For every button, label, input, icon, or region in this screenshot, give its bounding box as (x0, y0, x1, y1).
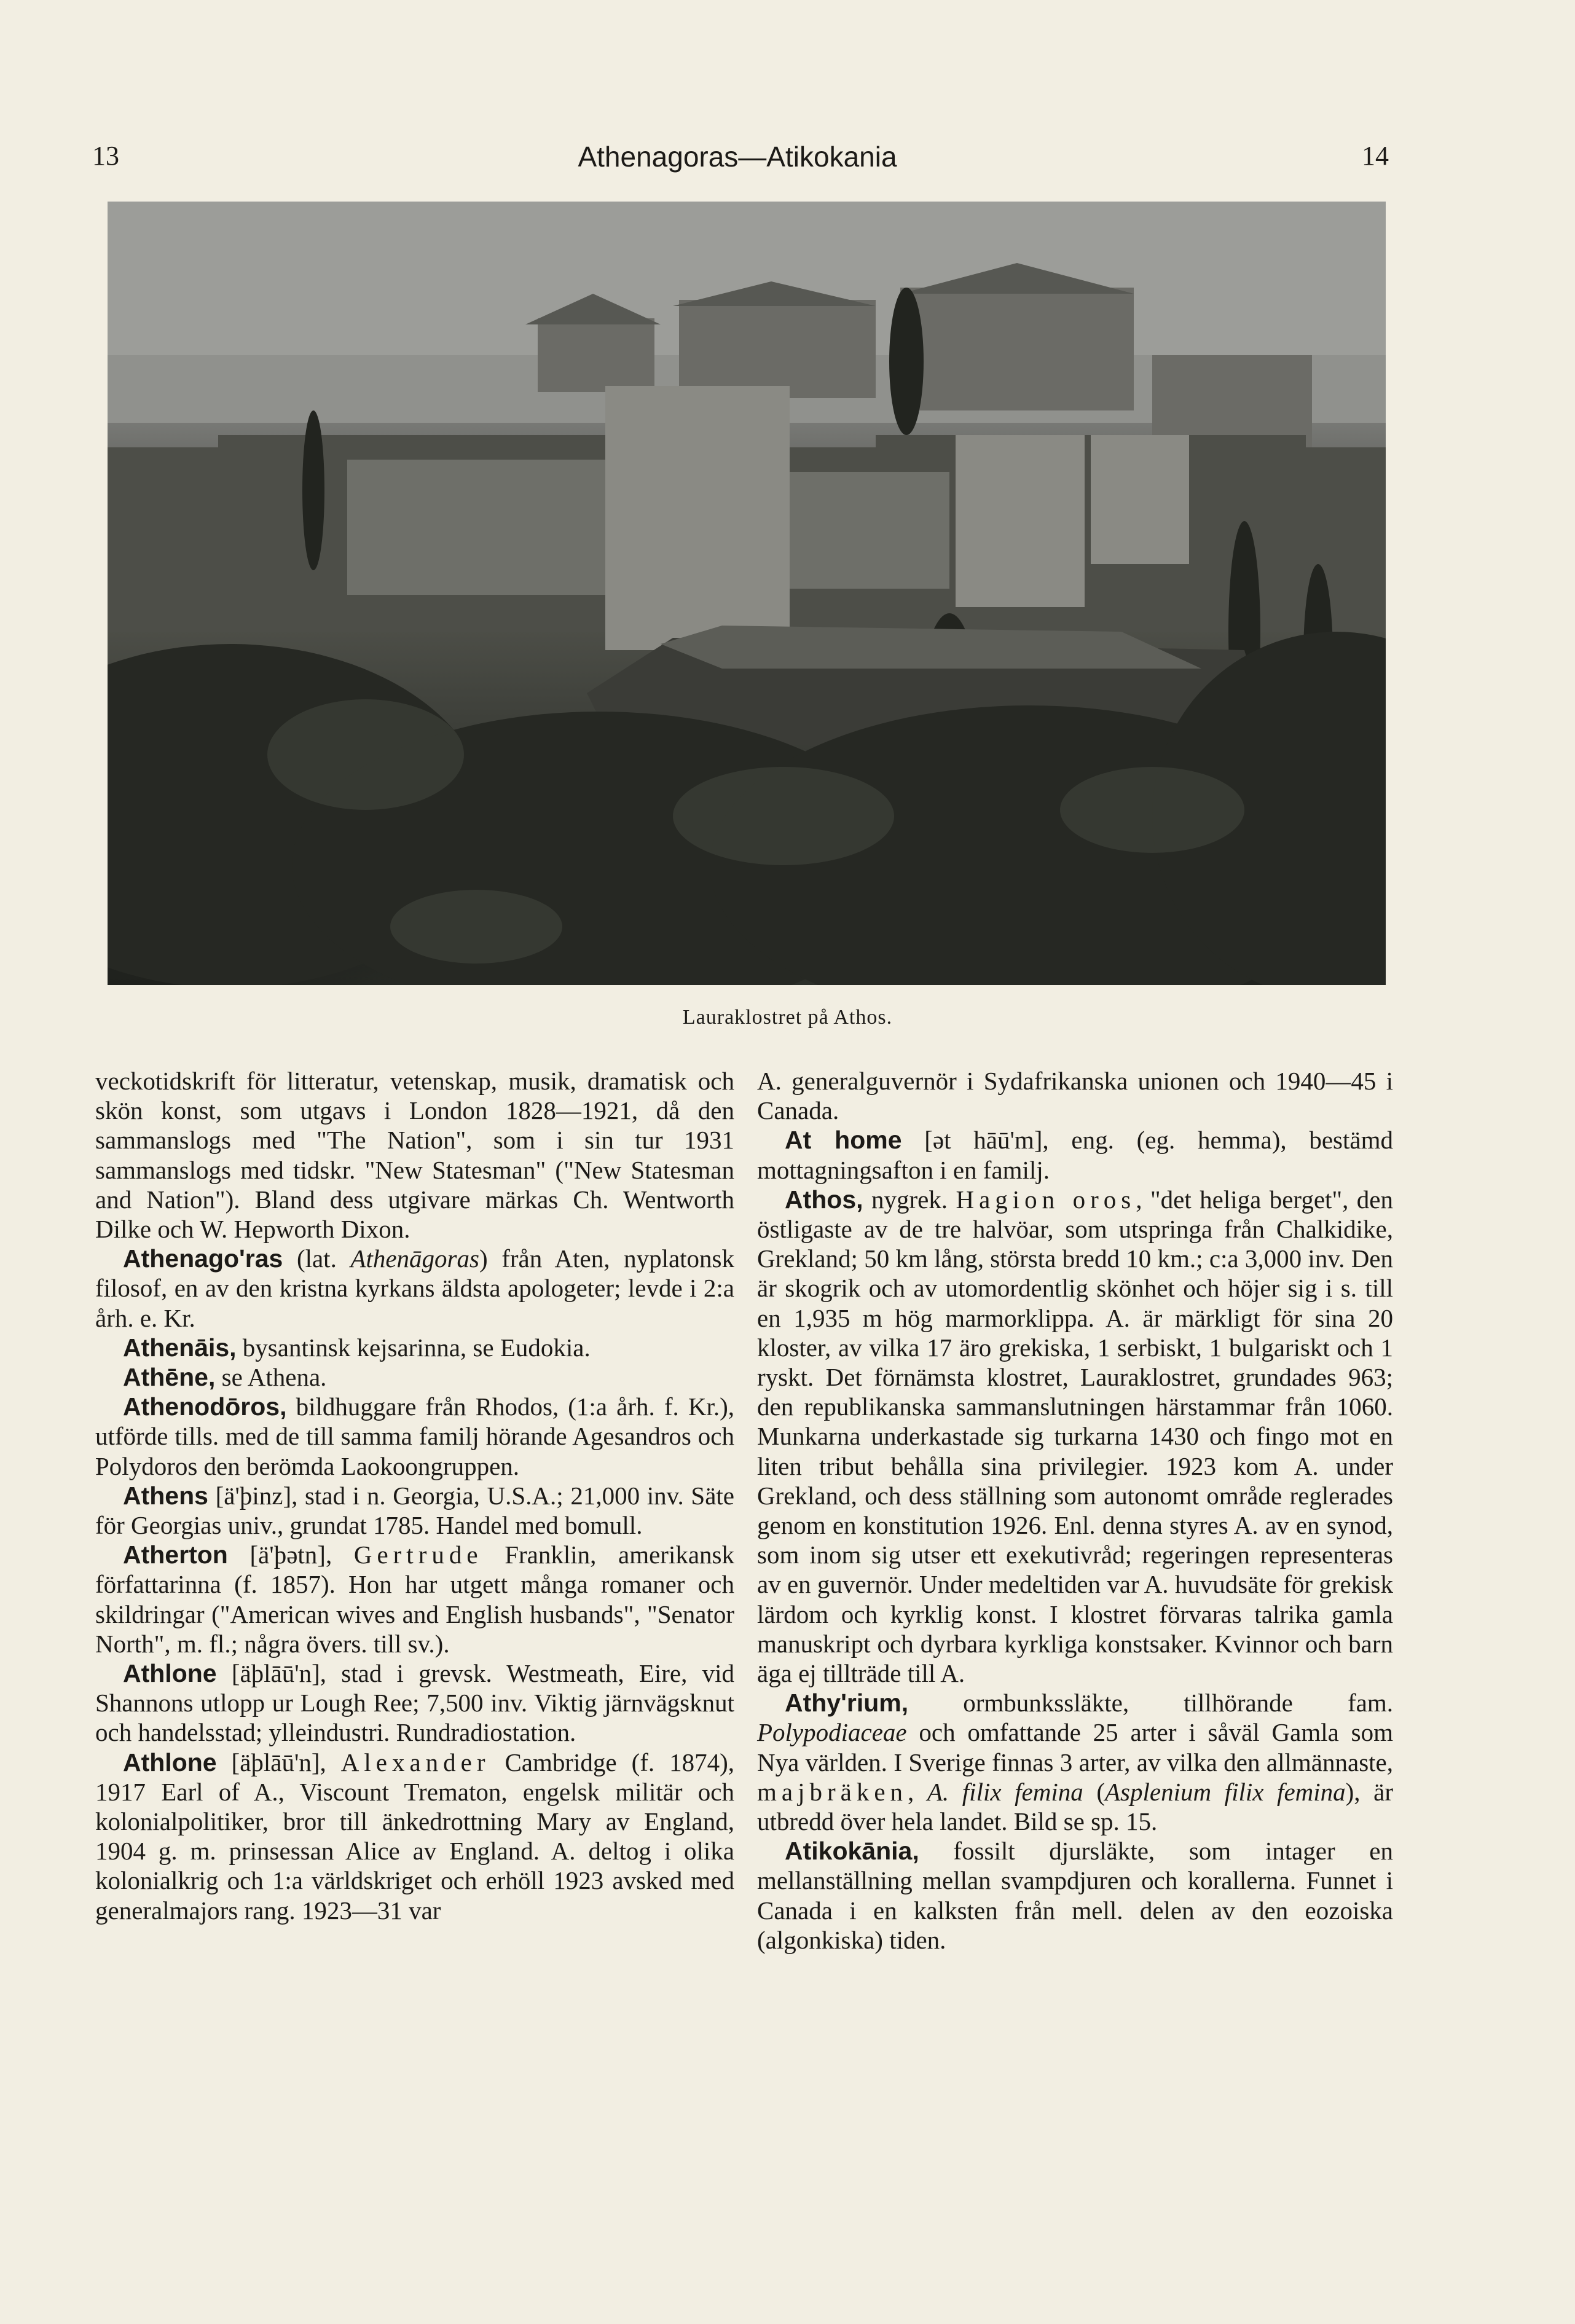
entry-atikokania: Atikokānia, fossilt djursläkte, som intager en mellanställning mellan svampdjuren och korallerna. Funnet i Canada i en kalksten från mell. delen av den eozoiska (algonkiska) tiden. (757, 1837, 1393, 1954)
entry-athene: Athēne, se Athena. (123, 1363, 327, 1392)
entry-athlone-earl: Athlone [äþlāū'n], Alexander Cambridge (f. 1874), 1917 Earl of A., Viscount Trematon, engelsk militär och kolonialpolitiker, bror till änkedrottning Mary av England, 1904 g. m. prinsessan Alice av England. A. deltog i olika kolonialkrig och 1:a världskriget och erhöll 1923 avsked med generalmajors rang. 1923—31 var (95, 1748, 735, 1925)
headword: Athens (123, 1481, 208, 1510)
headword: At home (785, 1126, 902, 1155)
left-column (95, 1066, 734, 1925)
headword: Athēne, (123, 1363, 216, 1392)
entry-continuation: veckotidskrift för litteratur, vetenskap, musik, dramatisk och skön konst, som utgavs i London 1828—1921, då den sammanslogs med "The Nation", som i sin tur 1931 sammanslogs med tidskr. "New Statesman" ("New Statesman and Nation"). Bland dess utgivare märkas Ch. Wentworth Dilke och W. Hepworth Dixon. (95, 1067, 734, 1244)
entry-at-home: At home [ət hāū'm], eng. (eg. hemma), bestämd mottagningsafton i en familj. (757, 1126, 1393, 1184)
entry-athenagoras: Athenago'ras (lat. Athenāgoras) från Aten, nyplatonsk filosof, en av den kristna kyrkans äldsta apologeter; levde i 2:a årh. e. Kr. (95, 1244, 735, 1332)
headword: Athlone (123, 1748, 217, 1776)
headword: Athenago'ras (123, 1244, 283, 1273)
entry-athenodoros: Athenodōros, bildhuggare från Rhodos, (1:a årh. f. Kr.), utförde tills. med de till samma familj hörande Agesandros och Polydoros den berömda Laokoongruppen. (95, 1392, 734, 1480)
headword: Athenāis, (123, 1333, 237, 1362)
headword: Atikokānia, (785, 1837, 919, 1866)
entry-continuation: A. generalguvernör i Sydafrikanska unionen och 1940—45 i Canada. (757, 1067, 1393, 1125)
right-column (757, 1066, 1393, 1955)
headword: Athos, (785, 1185, 863, 1214)
entry-athyrium: Athy'rium, ormbunkssläkte, tillhörande fam. Polypodiaceae och omfattande 25 arter i såväl Gamla som Nya världen. I Sverige finnas 3 arter, av vilka den allmännaste, majbräken, A. filix femina (Asplenium filix femina), är utbredd över hela landet. Bild se sp. 15. (757, 1689, 1393, 1836)
entry-athos: Athos, nygrek. Hagion oros, "det heliga berget", den östligaste av de tre halvöar, som utspringa från Chalkidike, Grekland; 50 km lång, största bredd 10 km.; c:a 3,000 inv. Den är skogrik och av utomordentlig skönhet och höjer sig i s. till en 1,935 m hög marmorklippa. A. är märkligt för sina 20 kloster, av vilka 17 äro grekiska, 1 serbiskt, 1 bulgariskt och 1 ryskt. Det förnämsta klostret, Lauraklostret, grundades 963; den republikanska sammanslutningen härstammar från 1060. Munkarna underkastade sig turkarna 1430 och fingo mot en liten tribut behålla sina privilegier. 1923 kom A. under Grekland, och dess ställning som autonomt område reglerades genom en konstitution 1926. Enl. denna styres A. av en synod, som inom sig utser ett exekutivråd; regeringen representeras av en guvernör. Under medeltiden var A. huvudsäte för grekisk lärdom och kyrklig konst. I klostret förvaras talrika gamla manuskript och dyrbara kyrkliga konstsaker. Kvinnor och barn äga ej tillträde till A. (757, 1185, 1394, 1688)
entry-athens: Athens [ä'þinz], stad i n. Georgia, U.S.A.; 21,000 inv. Säte för Georgias univ., grundat 1785. Handel med bomull. (95, 1481, 734, 1540)
headword: Atherton (123, 1541, 228, 1569)
page-number-right: 14 (1362, 141, 1389, 171)
running-title: Athenagoras—Atikokania (578, 141, 897, 173)
headword: Athlone (123, 1659, 217, 1688)
photo-caption: Lauraklostret på Athos. (682, 1006, 893, 1029)
headword: Athenodōros, (123, 1392, 287, 1421)
entry-athenais: Athenāis, bysantinsk kejsarinna, se Eudokia. (123, 1333, 591, 1362)
entry-atherton: Atherton [ä'þətn], Gertrude Franklin, amerikansk författarinna (f. 1857). Hon har utgett många romaner och skildringar ("American wives and English husbands", "Senator North", m. fl.; några övers. till sv.). (95, 1541, 735, 1658)
page-number-left: 13 (92, 141, 119, 171)
page-header (86, 140, 1389, 183)
photo-illustration (108, 202, 1386, 985)
monastery-photo (108, 202, 1386, 985)
headword: Athy'rium, (785, 1689, 909, 1717)
entry-athlone-town: Athlone [äþlāū'n], stad i grevsk. Westmeath, Eire, vid Shannons utlopp ur Lough Ree; 7,500 inv. Viktig järnvägsknut och handelsstad; ylleindustri. Rundradiostation. (95, 1659, 734, 1747)
